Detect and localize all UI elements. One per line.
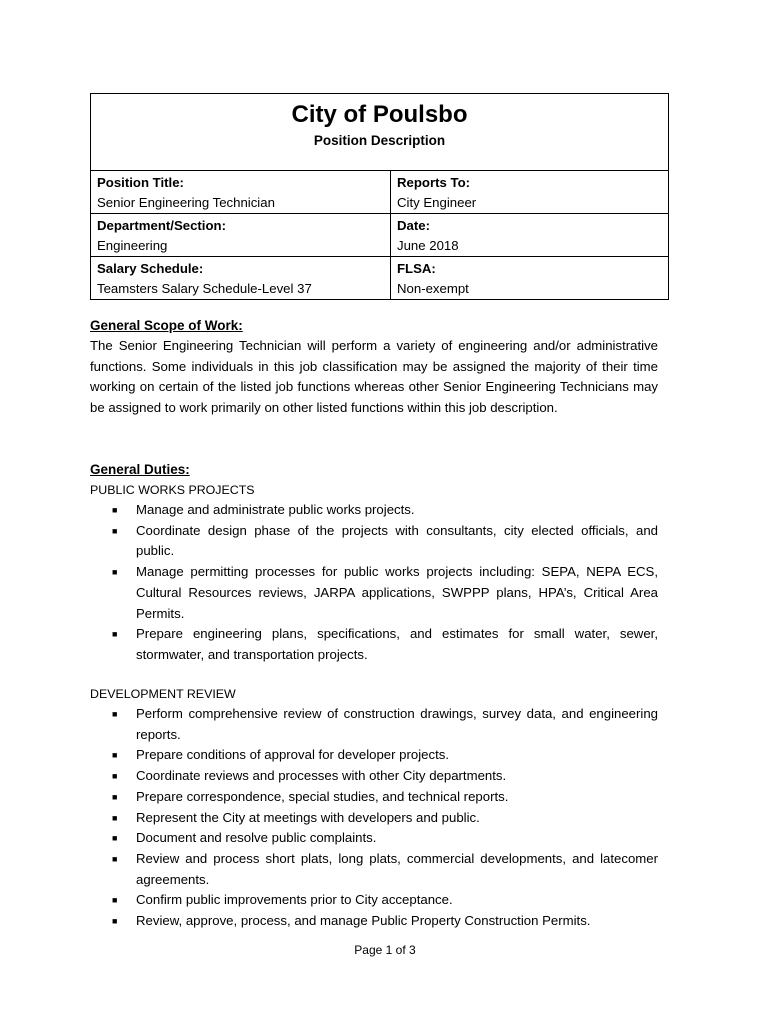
- bullet-icon: ■: [112, 750, 118, 761]
- document-subtitle: Position Description: [313, 133, 446, 148]
- duty-text: Document and resolve public complaints.: [136, 830, 377, 846]
- list-item: [90, 849, 658, 890]
- list-item: [90, 704, 658, 745]
- reports-to-label: Reports To:: [397, 175, 471, 190]
- salary-schedule-label: Salary Schedule:: [97, 261, 204, 276]
- duty-text: Prepare engineering plans, specifications, and estimates for small water, sewer, stormwater, and transportation projects.: [136, 626, 658, 662]
- duty-text: Review and process short plats, long plats, commercial developments, and latecomer agreements.: [136, 850, 658, 887]
- bullet-icon: ■: [112, 629, 118, 640]
- list-item: [90, 521, 658, 562]
- department-value: Engineering: [97, 238, 168, 253]
- duty-text: Confirm public improvements prior to City acceptance.: [136, 892, 453, 908]
- info-cell: [91, 171, 391, 214]
- list-item: [90, 766, 658, 787]
- list-item: [90, 828, 658, 849]
- position-title-value: Senior Engineering Technician: [97, 195, 275, 210]
- development-review-section: [90, 684, 658, 932]
- list-item: [90, 890, 658, 911]
- list-item: [90, 624, 658, 665]
- bullet-icon: ■: [112, 833, 118, 844]
- position-header-box: [90, 93, 669, 300]
- bullet-icon: ■: [112, 895, 118, 906]
- scope-section: [90, 316, 658, 418]
- bullet-icon: ■: [112, 791, 118, 802]
- department-label: Department/Section:: [97, 218, 226, 233]
- duty-text: Prepare correspondence, special studies, and technical reports.: [136, 788, 509, 804]
- bullet-icon: ■: [112, 916, 118, 927]
- info-row: [91, 171, 668, 214]
- info-row: [91, 214, 668, 257]
- title-cell: [91, 94, 668, 171]
- duty-text: Perform comprehensive review of construction drawings, survey data, and engineering reports.: [136, 706, 658, 742]
- list-item: [90, 808, 658, 829]
- reports-to-value: City Engineer: [397, 195, 477, 210]
- list-item: [90, 562, 658, 624]
- duty-text: Manage permitting processes for public works projects including: SEPA, NEPA ECS, Cultural Resources reviews, JARPA applications, SWPPP plans, HPA’s, Critical Area Permits.: [136, 564, 658, 621]
- duty-text: Represent the City at meetings with developers and public.: [136, 809, 480, 825]
- bullet-icon: ■: [112, 567, 118, 578]
- salary-schedule-value: Teamsters Salary Schedule-Level 37: [97, 281, 312, 296]
- list-item: [90, 500, 658, 521]
- duty-text: Manage and administrate public works projects.: [136, 502, 415, 517]
- duties-heading: General Duties:: [90, 462, 190, 477]
- document-title: City of Poulsbo: [291, 101, 468, 128]
- bullet-icon: ■: [112, 525, 118, 536]
- duty-text: Coordinate reviews and processes with other City departments.: [136, 768, 507, 784]
- info-row: [91, 257, 668, 300]
- public-works-list: [90, 500, 658, 666]
- info-cell: [391, 171, 669, 214]
- bullet-icon: ■: [112, 771, 118, 782]
- bullet-icon: ■: [112, 505, 118, 515]
- flsa-label: FLSA:: [397, 261, 436, 276]
- list-item: [90, 745, 658, 766]
- scope-paragraph: The Senior Engineering Technician will perform a variety of engineering and/or administrative functions. Some individuals in this job classification may be assigned the majority of their time working on certain of the listed job functions whereas other Senior Engineering Technicians may be assigned to work primarily on other listed functions within this job description.: [90, 338, 658, 415]
- date-value: June 2018: [397, 238, 459, 253]
- position-title-label: Position Title:: [97, 175, 184, 190]
- info-cell: [91, 257, 391, 300]
- scope-heading: General Scope of Work:: [90, 318, 243, 333]
- position-info-table: [91, 171, 668, 299]
- info-cell: [91, 214, 391, 257]
- bullet-icon: ■: [112, 709, 118, 719]
- page-number: Page 1 of 3: [354, 943, 416, 957]
- bullet-icon: ■: [112, 812, 118, 823]
- bullet-icon: ■: [112, 853, 118, 864]
- list-item: [90, 787, 658, 808]
- info-cell: [391, 257, 669, 300]
- development-review-label: DEVELOPMENT REVIEW: [90, 687, 236, 701]
- duty-text: Review, approve, process, and manage Public Property Construction Permits.: [136, 913, 591, 929]
- info-cell: [391, 214, 669, 257]
- date-label: Date:: [397, 218, 430, 233]
- flsa-value: Non-exempt: [397, 281, 469, 296]
- development-review-list: [90, 704, 658, 932]
- list-item: [90, 911, 658, 932]
- duty-text: Prepare conditions of approval for developer projects.: [136, 747, 450, 763]
- duty-text: Coordinate design phase of the projects with consultants, city elected officials, and public.: [136, 522, 658, 559]
- public-works-label: PUBLIC WORKS PROJECTS: [90, 483, 255, 497]
- duties-section: [90, 460, 658, 666]
